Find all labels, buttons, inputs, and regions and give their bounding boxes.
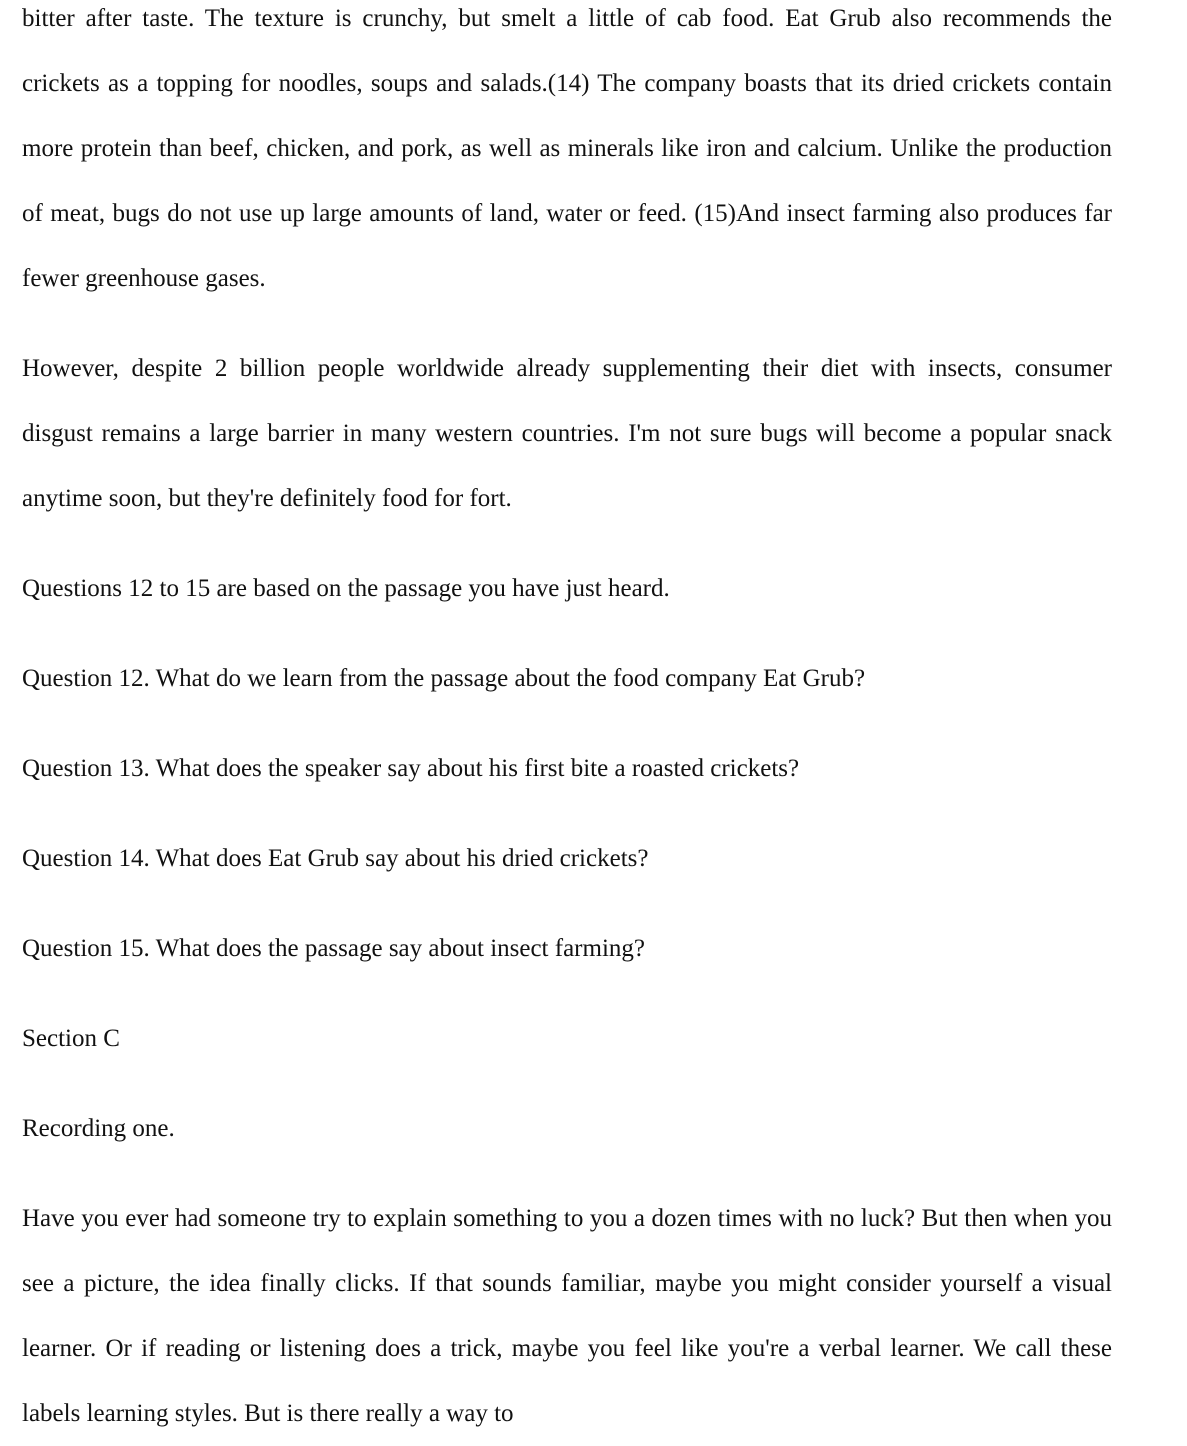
paragraph-consumer-disgust: However, despite 2 billion people worldwide already supplementing their diet with insects, consumer disgust remains a large barrier in many western countries. I'm not sure bugs will become a popular snack anytime soon, but they're definitely food for fort. xyxy=(22,355,1112,512)
question-13: Question 13. What does the speaker say about his first bite a roasted crickets? xyxy=(22,755,800,782)
question-15: Question 15. What does the passage say about insect farming? xyxy=(22,935,645,962)
paragraph-gap xyxy=(22,981,1112,1006)
paragraph-gap xyxy=(22,801,1112,826)
paragraph-insect-nutrition: bitter after taste. The texture is crunchy, but smelt a little of cab food. Eat Grub also recommends the crickets as a topping for noodles, soups and salads.(14) The company boasts that its dried crickets contain more protein than beef, chicken, and pork, as well as minerals like iron and calcium. Unlike the production of meat, bugs do not use up large amounts of land, water or feed. (15)And insect farming also produces far fewer greenhouse gases. xyxy=(22,5,1112,292)
paragraph-gap xyxy=(22,891,1112,916)
question-12: Question 12. What do we learn from the passage about the food company Eat Grub? xyxy=(22,665,866,692)
paragraph-gap xyxy=(22,1161,1112,1186)
section-heading: Section C xyxy=(22,1025,120,1052)
paragraph-gap xyxy=(22,1071,1112,1096)
questions-intro: Questions 12 to 15 are based on the passage you have just heard. xyxy=(22,575,670,602)
paragraph-gap xyxy=(22,311,1112,336)
paragraph-gap xyxy=(22,531,1112,556)
document-page xyxy=(22,0,1112,1446)
paragraph-learning-styles: Have you ever had someone try to explain something to you a dozen times with no luck? But then when you see a picture, the idea finally clicks. If that sounds familiar, maybe you might consider yourself a visual learner. Or if reading or listening does a trick, maybe you feel like you're a verbal learner. We call these labels learning styles. But is there really a way to xyxy=(22,1205,1112,1427)
paragraph-gap xyxy=(22,711,1112,736)
recording-heading: Recording one. xyxy=(22,1115,175,1142)
question-14: Question 14. What does Eat Grub say about his dried crickets? xyxy=(22,845,649,872)
paragraph-gap xyxy=(22,621,1112,646)
